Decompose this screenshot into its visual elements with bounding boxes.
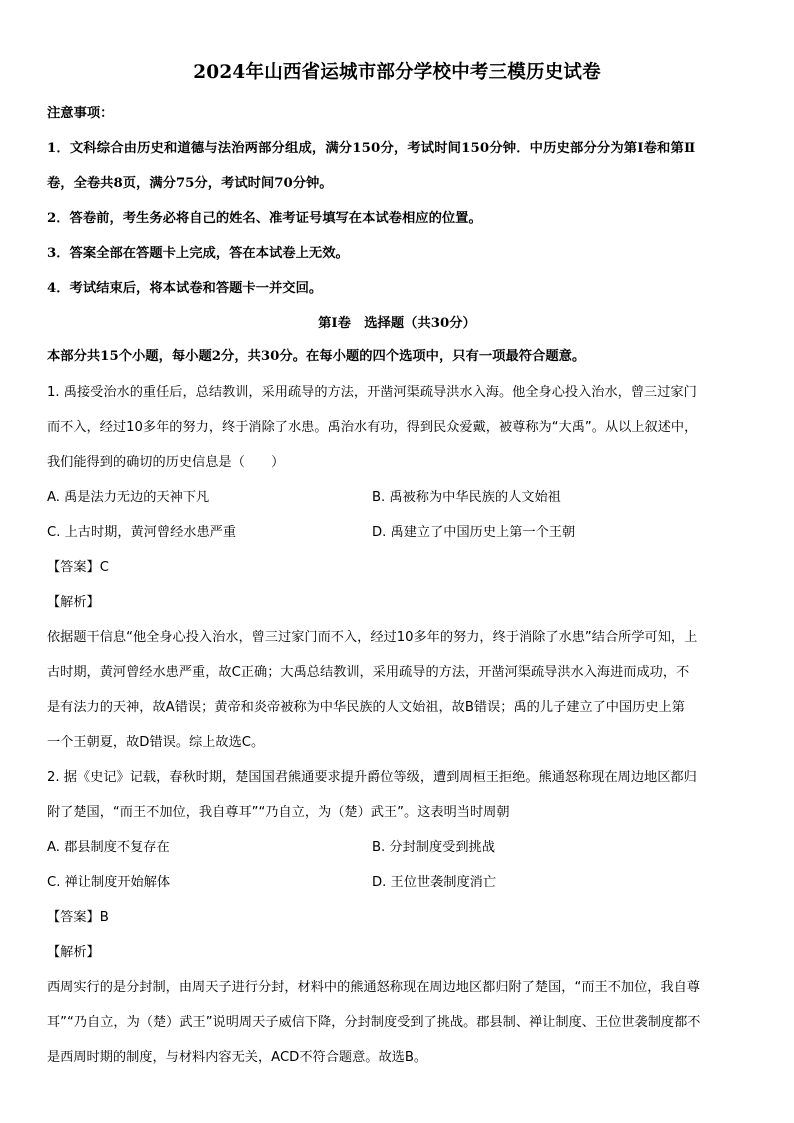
q1-analysis-label: 【解析】 — [47, 595, 100, 610]
q1-option-c: C. 上古时期，黄河曾经水患严重 — [47, 525, 237, 540]
q2-answer: 【答案】B — [47, 910, 109, 925]
notice-item-3: 3．答案全部在答题卡上完成，答在本试卷上无效。 — [47, 246, 349, 261]
q2-stem-line-1: 2. 据《史记》记载，春秋时期，楚国国君熊通要求提升爵位等级，遭到周桓王拒绝。熊通怒称现在周边地区都归 — [47, 770, 697, 785]
section-intro: 本部分共15个小题，每小题2分，共30分。在每小题的四个选项中，只有一项最符合题意。 — [47, 349, 586, 364]
q2-stem-line-2: 附了楚国，“而王不加位，我自尊耳”“乃自立，为（楚）武王”。这表明当时周朝 — [47, 805, 510, 820]
q2-analysis-line-3: 是西周时期的制度，与材料内容无关，ACD不符合题意。故选B。 — [47, 1050, 428, 1065]
q1-analysis-line-1: 依据题干信息“他全身心投入治水，曾三过家门而不入，经过10多年的努力，终于消除了水患”结合所学可知，上 — [47, 630, 698, 645]
notice-item-1-line-1: 1．文科综合由历史和道德与法治两部分组成，满分150分，考试时间150分钟．中历史部分分为第Ⅰ卷和第Ⅱ — [47, 141, 696, 156]
q1-analysis-line-3: 是有法力的天神，故A错误；黄帝和炎帝被称为中华民族的人文始祖，故B错误；禹的儿子建立了中国历史上第 — [47, 700, 685, 715]
q2-analysis-line-2: 耳”“乃自立，为（楚）武王”说明周天子威信下降，分封制度受到了挑战。郡县制、禅让制度、王位世袭制度都不 — [47, 1015, 701, 1030]
q2-option-d: D. 王位世袭制度消亡 — [372, 875, 497, 890]
notice-item-2: 2．答卷前，考生务必将自己的姓名、准考证号填写在本试卷相应的位置。 — [47, 211, 482, 226]
q1-option-b: B. 禹被称为中华民族的人文始祖 — [372, 490, 561, 505]
q2-analysis-line-1: 西周实行的是分封制，由周天子进行分封，材料中的熊通怒称现在周边地区都归附了楚国，“而王不加位，我自尊 — [47, 980, 701, 995]
q2-option-b: B. 分封制度受到挑战 — [372, 840, 495, 855]
q1-stem-line-1: 1. 禹接受治水的重任后，总结教训，采用疏导的方法，开凿河渠疏导洪水入海。他全身心投入治水，曾三过家门 — [47, 385, 697, 400]
notice-item-4: 4．考试结束后，将本试卷和答题卡一并交回。 — [47, 281, 323, 296]
q1-stem-line-3: 我们能得到的确切的历史信息是（ ） — [47, 455, 285, 470]
q1-analysis-line-4: 一个王朝夏，故D错误。综上故选C。 — [47, 735, 265, 750]
section-heading: 第Ⅰ卷 选择题（共30分） — [318, 316, 476, 331]
q2-option-a: A. 郡县制度不复存在 — [47, 840, 170, 855]
page-title: 2024年山西省运城市部分学校中考三模历史试卷 — [193, 62, 601, 83]
notice-heading: 注意事项： — [47, 106, 114, 121]
q2-option-c: C. 禅让制度开始解体 — [47, 875, 171, 890]
notice-item-1-line-2: 卷，全卷共8页，满分75分，考试时间70分钟。 — [47, 176, 333, 191]
q1-option-a: A. 禹是法力无边的天神下凡 — [47, 490, 210, 505]
q1-stem-line-2: 而不入，经过10多年的努力，终于消除了水患。禹治水有功，得到民众爱戴，被尊称为“大禹”。从以上叙述中， — [47, 420, 698, 435]
q1-answer: 【答案】C — [47, 560, 109, 575]
q2-analysis-label: 【解析】 — [47, 945, 100, 960]
q1-analysis-line-2: 古时期，黄河曾经水患严重，故C正确；大禹总结教训，采用疏导的方法，开凿河渠疏导洪水入海进而成功，不 — [47, 665, 690, 680]
q1-option-d: D. 禹建立了中国历史上第一个王朝 — [372, 525, 576, 540]
